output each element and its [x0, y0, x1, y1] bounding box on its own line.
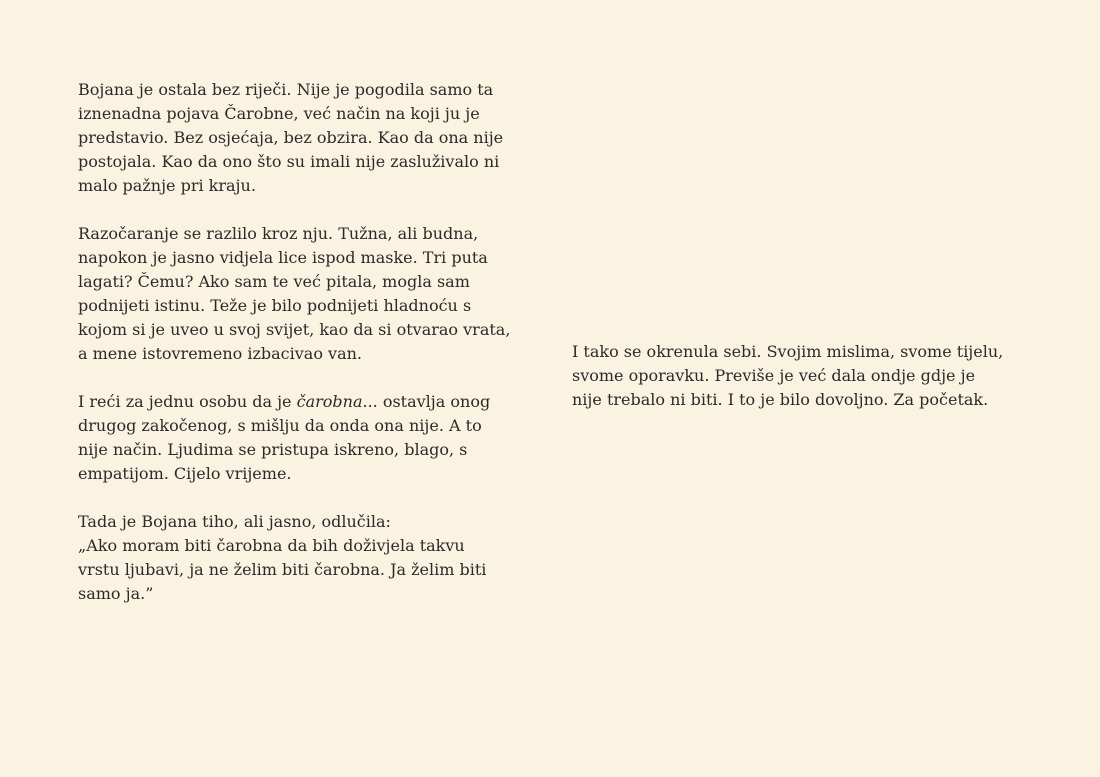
- paragraph-5: I tako se okrenula sebi. Svojim mislima, svome tijelu, svome oporavku. Previše je već dala ondje gdje je nije trebalo ni biti. I to je bilo dovoljno. Za početak.: [572, 342, 1004, 409]
- paragraph-4: Tada je Bojana tiho, ali jasno, odlučila: „Ako moram biti čarobna da bih doživjela takvu vrstu ljubavi, ja ne želim biti čarobna. Ja želim biti samo ja.”: [78, 512, 487, 603]
- paragraph-3-end: ... ostavlja onog drugog zakočenog, s mišlju da onda ona nije. A to nije način. Ljudima se pristupa iskreno, blago, s empatijom. Cijelo vrijeme.: [78, 392, 491, 483]
- right-text-column: [572, 340, 1052, 412]
- paragraph-3-italic: čarobna: [296, 392, 363, 411]
- paragraph-3-start: I reći za jednu osobu da je: [78, 392, 297, 411]
- left-text-column: [78, 78, 538, 606]
- paragraph-3: [78, 390, 538, 486]
- paragraph-2: Razočaranje se razlilo kroz nju. Tužna, ali budna, napokon je jasno vidjela lice ispod maske. Tri puta lagati? Čemu? Ako sam te već pitala, mogla sam podnijeti istinu. Teže je bilo podnijeti hladnoću s kojom si je uveo u svoj svijet, kao da si otvarao vrata, a mene istovremeno izbacivao van.: [78, 224, 511, 363]
- paragraph-1: Bojana je ostala bez riječi. Nije je pogodila samo ta iznenadna pojava Čarobne, već način na koji ju je predstavio. Bez osjećaja, bez obzira. Kao da ona nije postojala. Kao da ono što su imali nije zasluživalo ni malo pažnje pri kraju.: [78, 80, 504, 195]
